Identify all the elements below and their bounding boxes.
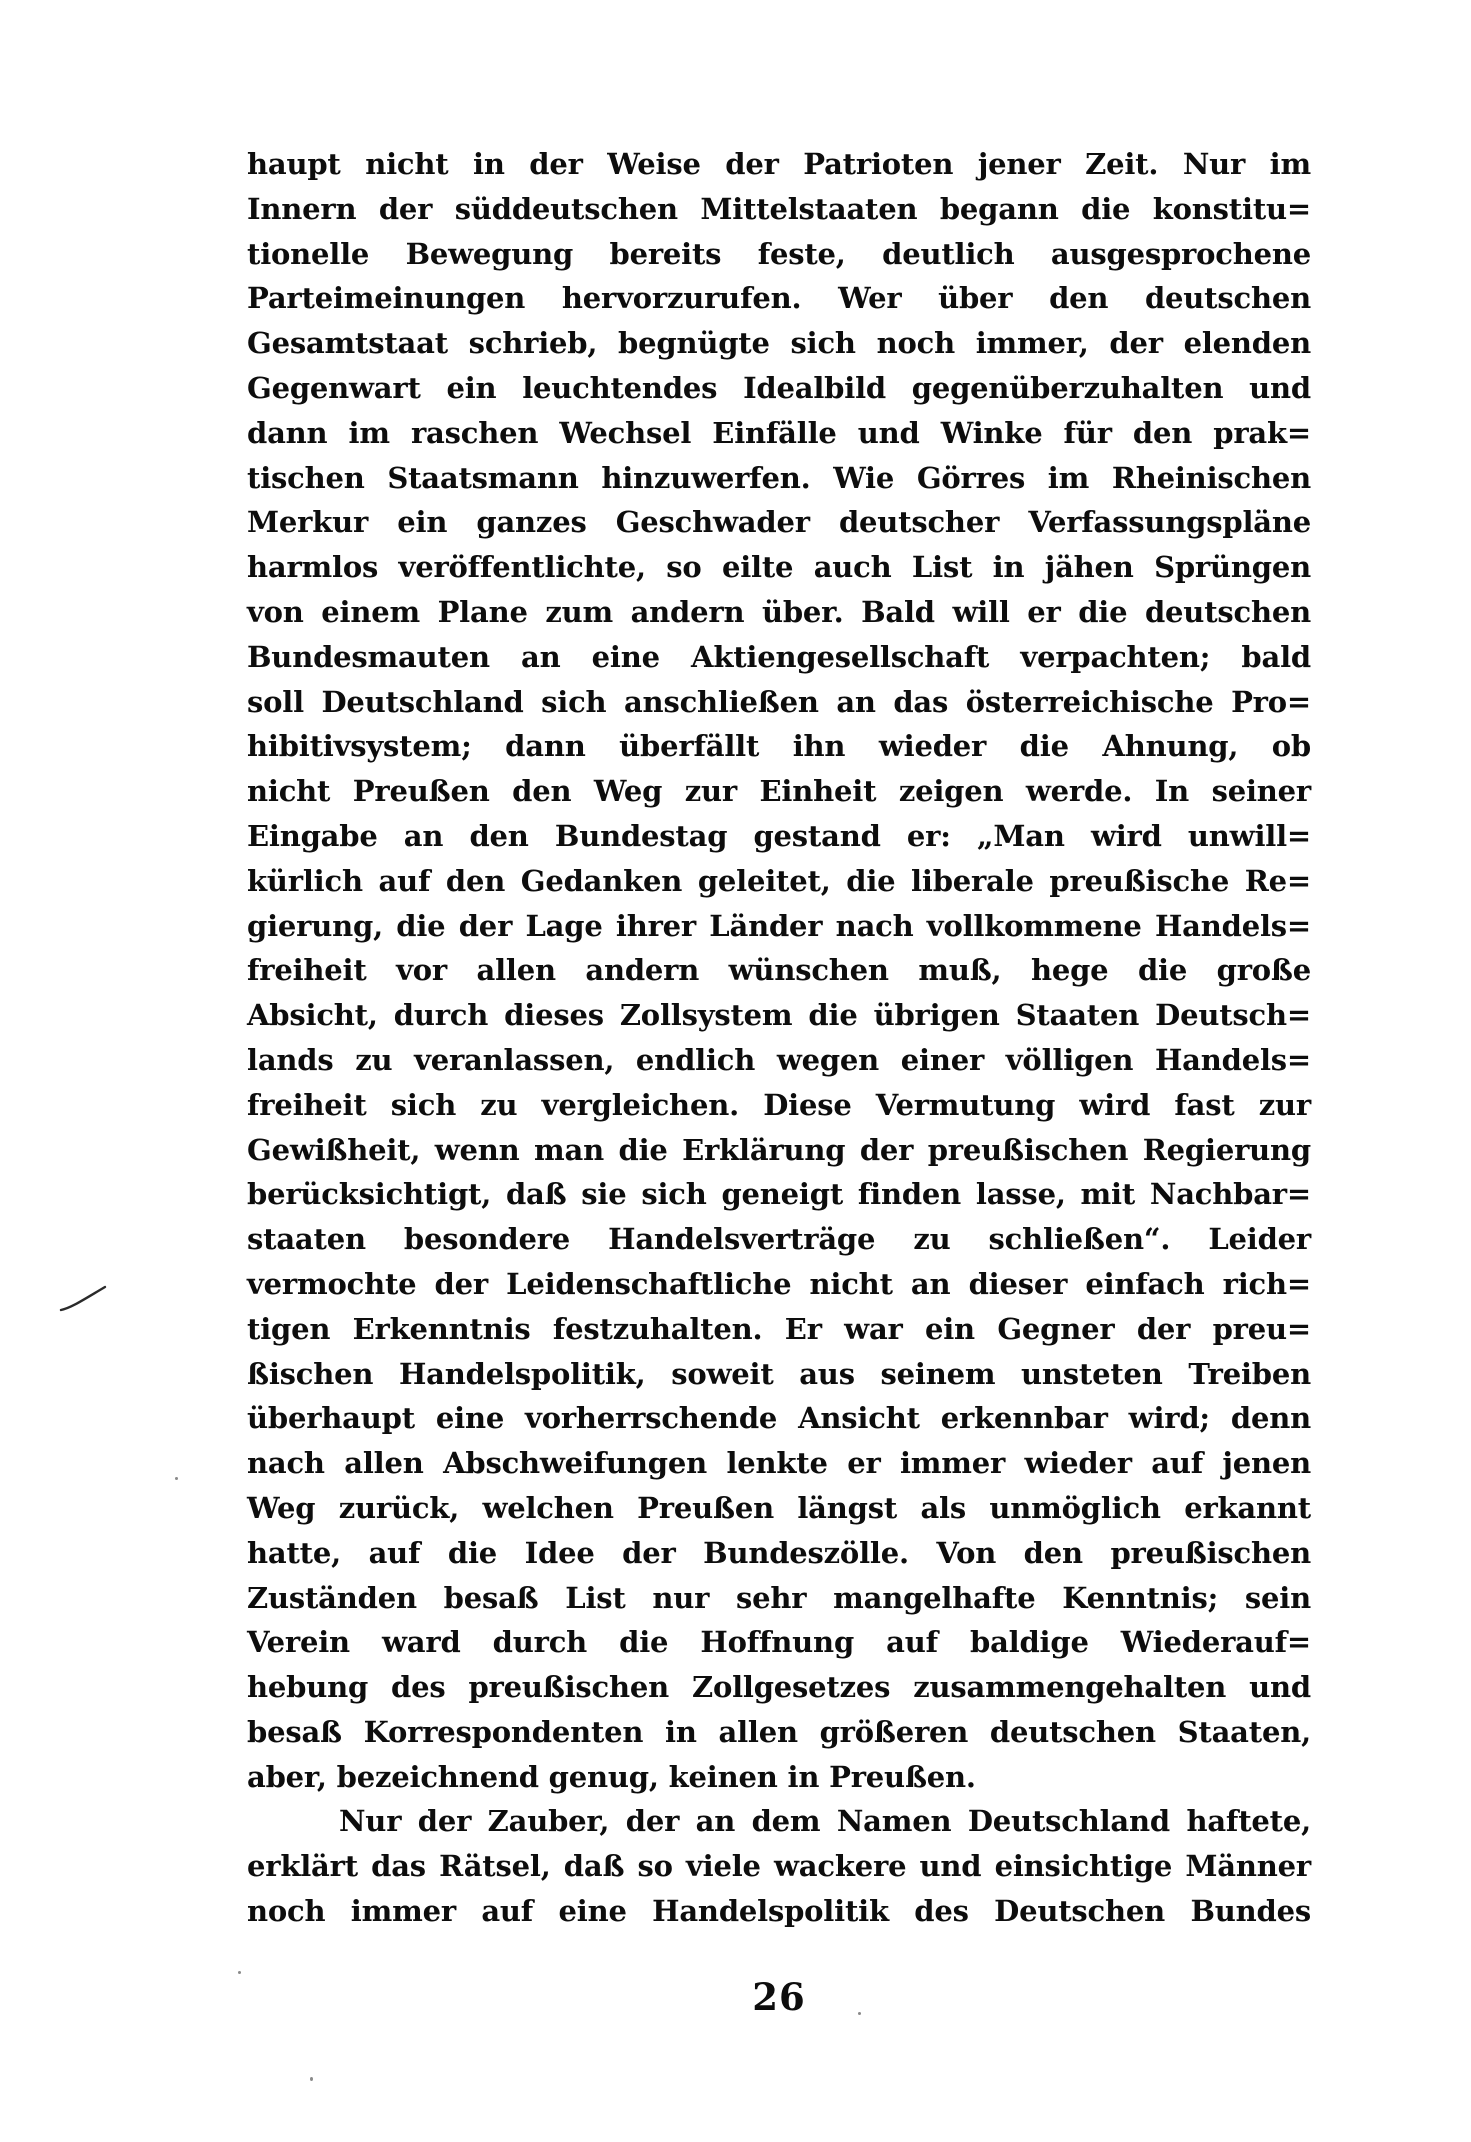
text-line: kürlich auf den Gedanken geleitet, die liberale preußische Re= [247,863,1311,898]
text-line: Zuständen besaß List nur sehr mangelhafte Kenntnis; sein [247,1580,1311,1615]
text-line: noch immer auf eine Handelspolitik des Deutschen Bundes [247,1894,1311,1929]
text-line: soll Deutschland sich anschließen an das österreichische Pro= [247,684,1311,719]
text-line: Innern der süddeutschen Mittelstaaten begann die konstitu= [247,191,1311,226]
text-line: freiheit vor allen andern wünschen muß, hege die große [247,953,1311,988]
text-line: nicht Preußen den Weg zur Einheit zeigen werde. In seiner [247,774,1311,809]
text-line: Gegenwart ein leuchtendes Idealbild gegenüberzuhalten und [247,370,1311,405]
text-line: staaten besondere Handelsverträge zu schließen“. Leider [247,1222,1311,1257]
text-line: Bundesmauten an eine Aktiengesellschaft verpachten; bald [247,639,1311,674]
text-block [247,142,1311,1934]
text-line: berücksichtigt, daß sie sich geneigt finden lasse, mit Nachbar= [247,1177,1311,1212]
text-line: Verein ward durch die Hoffnung auf baldige Wiederauf= [247,1625,1311,1660]
text-line: von einem Plane zum andern über. Bald will er die deutschen [247,594,1311,629]
text-line: hibitivsystem; dann überfällt ihn wieder die Ahnung, ob [247,729,1311,764]
text-line: hebung des preußischen Zollgesetzes zusammengehalten und [247,1670,1311,1705]
text-line: gierung, die der Lage ihrer Länder nach vollkommene Handels= [247,908,1311,943]
text-line: nach allen Abschweifungen lenkte er immer wieder auf jenen [247,1446,1311,1481]
text-line: ßischen Handelspolitik, soweit aus seinem unsteten Treiben [247,1356,1311,1391]
text-line: Absicht, durch dieses Zollsystem die übrigen Staaten Deutsch= [247,998,1311,1033]
scan-speck [310,2077,313,2081]
text-line: vermochte der Leidenschaftliche nicht an dieser einfach rich= [247,1266,1311,1301]
text-line: haupt nicht in der Weise der Patrioten jener Zeit. Nur im [247,147,1311,181]
text-line: tionelle Bewegung bereits feste, deutlich ausgesprochene [247,236,1311,271]
text-line: tigen Erkenntnis festzuhalten. Er war ein Gegner der preu= [247,1311,1311,1346]
scan-speck [175,1477,178,1480]
text-line: Gesamtstaat schrieb, begnügte sich noch immer, der elenden [247,326,1311,361]
margin-pencil-mark [55,1278,115,1318]
text-line: erklärt das Rätsel, daß so viele wackere und einsichtige Männer [247,1849,1311,1884]
text-line: besaß Korrespondenten in allen größeren deutschen Staaten, [247,1714,1311,1749]
text-line: Weg zurück, welchen Preußen längst als unmöglich erkannt [247,1490,1311,1525]
text-line: tischen Staatsmann hinzuwerfen. Wie Görres im Rheinischen [247,460,1311,495]
text-line: hatte, auf die Idee der Bundeszölle. Von den preußischen [247,1535,1311,1570]
scan-speck [858,2012,861,2015]
text-line: Merkur ein ganzes Geschwader deutscher Verfassungspläne [247,505,1311,540]
text-line: Parteimeinungen hervorzurufen. Wer über den deutschen [247,281,1311,316]
text-line: harmlos veröffentlichte, so eilte auch List in jähen Sprüngen [247,550,1311,585]
scan-speck [238,1971,241,1974]
text-line: Nur der Zauber, der an dem Namen Deutschland haftete, [339,1804,1311,1839]
text-line: aber, bezeichnend genug, keinen in Preußen. [247,1759,976,1794]
text-line: freiheit sich zu vergleichen. Diese Vermutung wird fast zur [247,1087,1311,1122]
text-line: dann im raschen Wechsel Einfälle und Winke für den prak= [247,415,1311,450]
text-line: Gewißheit, wenn man die Erklärung der preußischen Regierung [247,1132,1311,1167]
text-line: Eingabe an den Bundestag gestand er: „Man wird unwill= [247,818,1311,853]
text-line: überhaupt eine vorherrschende Ansicht erkennbar wird; denn [247,1401,1311,1436]
page-number: 26 [752,1975,806,2019]
text-line: lands zu veranlassen, endlich wegen einer völligen Handels= [247,1042,1311,1077]
